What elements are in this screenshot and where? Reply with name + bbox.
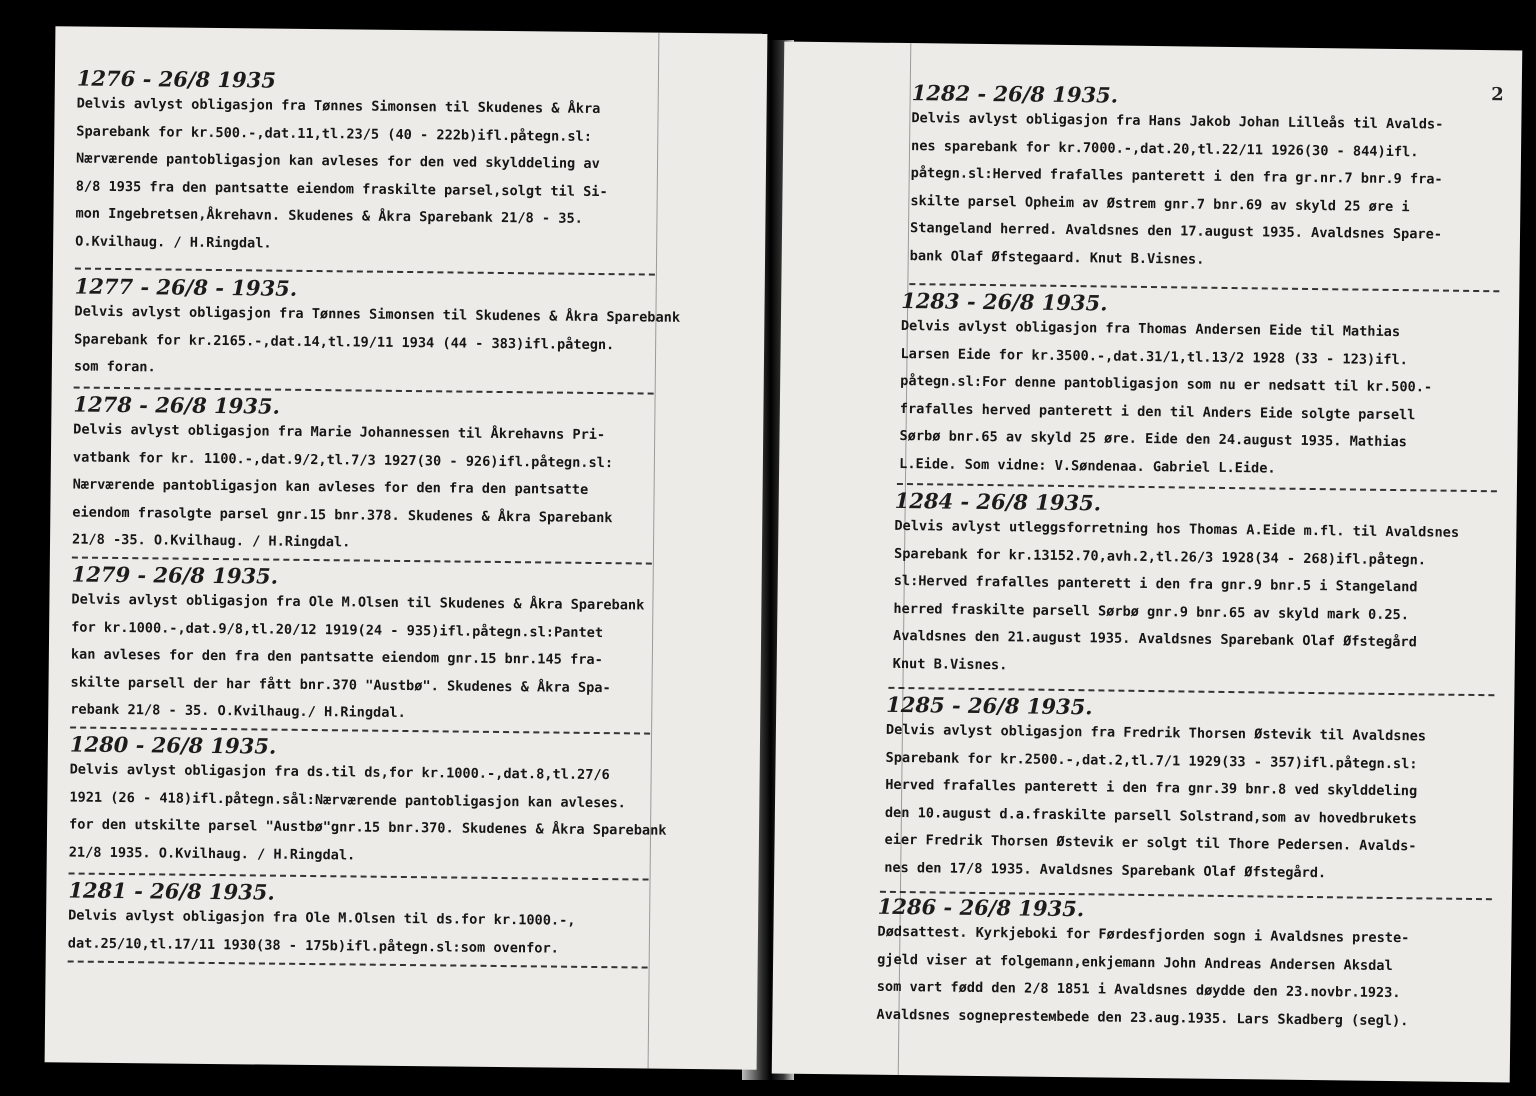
entry-1276 (75, 67, 757, 264)
entry-line: gjeld viser at folgemann,enkjemann John Andreas Andersen Aksdal (877, 951, 1393, 974)
entry-line: påtegn.sl:For denne pantobligasjon som nu er nedsatt til kr.500.- (900, 373, 1433, 396)
entry-line: nes den 17/8 1935. Avaldsnes Sparebank Olaf Øfstegård. (884, 859, 1327, 882)
entry-line: som vart fødd den 2/8 1851 i Avaldsnes døydde den 23.novbr.1923. (876, 978, 1401, 1002)
entry-line: bank Olaf Øfstegaard. Knut B.Visnes. (909, 248, 1205, 268)
entry-line: 21/8 1935. O.Kvilhaug. / H.Ringdal. (68, 844, 356, 864)
entry-line: Delvis avlyst obligasjon fra Hans Jakob Johan Lilleås til Avalds- (911, 110, 1444, 133)
entry-line: Delvis avlyst obligasjon fra Fredrik Thorsen Østevik til Avaldsnes (885, 721, 1427, 745)
entry-line: Delvis avlyst obligasjon fra Tønnes Simonsen til Skudenes & Åkra (76, 95, 601, 118)
entry-header: 1279 - 26/8 1935. (71, 561, 279, 589)
entry-line: Nærværende pantobligasjon kan avleses for den ved skylddeling av (75, 150, 600, 173)
entry-line: skilte parsell der har fått bnr.370 "Austbø". Skudenes & Åkra Spa- (70, 674, 611, 696)
entry-header: 1284 - 26/8 1935. (894, 487, 1102, 516)
entry-line: Nærværende pantobligasjon kan avleses for den fra den pantsatte (72, 476, 589, 499)
entry-line: som foran. (73, 358, 156, 376)
entry-body (876, 919, 1497, 1037)
entry-line: Delvis avlyst utleggsforretning hos Thomas A.Eide m.fl. til Avaldsnes (894, 517, 1460, 541)
entry-header: 1286 - 26/8 1935. (877, 893, 1085, 922)
entry-body (899, 313, 1505, 486)
entry-line: Sparebank for kr.500.-,dat.11,tl.23/5 (40 - 222b)ifl.påtegn.sl: (76, 123, 593, 145)
entry-body (69, 756, 750, 873)
entry-line: Delvis avlyst obligasjon fra Thomas Andersen Eide til Mathias (900, 317, 1401, 341)
entry-line: Delvis avlyst obligasjon fra ds.til ds,for kr.1000.-,dat.8,tl.27/6 (69, 761, 610, 784)
entry-header: 1282 - 26/8 1935. (911, 80, 1119, 108)
entry-line: Delvis avlyst obligasjon fra Ole M.Olsen til ds.for kr.1000.-, (68, 907, 576, 929)
entry-line: eiendom frasolgte parsel gnr.15 bnr.378. Skudenes & Åkra Sparebank (72, 504, 613, 526)
entry-line: 1921 (26 - 418)ifl.påtegn.sål:Nærværende pantobligasjon kan avleses. (69, 789, 626, 811)
page-number: 2 (1491, 84, 1504, 106)
entry-1279 (70, 563, 752, 732)
entry-line: 21/8 -35. O.Kvilhaug. / H.Ringdal. (71, 531, 351, 551)
entry-line: frafalles herved panterett i den til Anders Eide solgte parsell (899, 400, 1416, 424)
entry-body (68, 902, 749, 964)
entry-line: Delvis avlyst obligasjon fra Ole M.Olsen til Skudenes & Åkra Sparebank (71, 591, 645, 614)
entry-body (910, 105, 1508, 278)
entry-line: Sparebank for kr.13152.70,avh.2,tl.26/3 1928(34 - 268)ifl.påtegn. (893, 545, 1427, 569)
entry-1277 (74, 275, 755, 389)
entry-header: 1276 - 26/8 1935 (76, 65, 277, 93)
entry-line: vatbank for kr. 1100.-,dat.9/2,tl.7/3 1927(30 - 926)ifl.påtegn.sl: (72, 449, 614, 471)
entry-line: Knut B.Visnes. (892, 655, 1008, 674)
entry-header: 1283 - 26/8 1935. (901, 287, 1108, 316)
entry-1278 (72, 393, 754, 562)
entry-body (74, 299, 755, 389)
entry-line: nes sparebank for kr.7000.-,dat.20,tl.22/11 1926(30 - 844)ifl. (910, 137, 1419, 160)
entry-body (884, 717, 1500, 890)
entry-body (72, 417, 753, 562)
entry-line: Sørbø bnr.65 av skyld 25 øre. Eide den 24.august 1935. Mathias (899, 428, 1407, 451)
entry-line: L.Eide. Som vidne: V.Søndenaa. Gabriel L.Eide. (899, 455, 1276, 477)
entry-header: 1285 - 26/8 1935. (886, 691, 1093, 720)
entry-1280 (69, 732, 750, 873)
entry-1283 (899, 289, 1505, 486)
entry-body (70, 587, 751, 732)
entry-line: herred fraskilte parsell Sørbø gnr.9 bnr.65 av skyld mark 0.25. (893, 600, 1410, 623)
entry-line: Larsen Eide for kr.3500.-,dat.31/1,tl.13/2 1928 (33 - 123)ifl. (900, 345, 1409, 368)
entry-line: 8/8 1935 fra den pantsatte eiendom fraskilte parsel,solgt til Si- (75, 178, 608, 200)
entry-line: Stangeland herred. Avaldsnes den 17.august 1935. Avaldsnes Spare- (909, 220, 1443, 243)
entry-line: Sparebank for kr.2500.-,dat.2,tl.7/1 1929(33 - 357)ifl.påtegn.sl: (885, 749, 1418, 772)
entry-line: eier Fredrik Thorsen Østevik er solgt til Thore Pedersen. Avalds- (884, 832, 1417, 855)
entry-header: 1281 - 26/8 1935. (68, 877, 275, 905)
entry-line: O.Kvilhaug. / H.Ringdal. (75, 233, 272, 252)
entry-line: for kr.1000.-,dat.9/8,tl.20/12 1919(24 - 935)ifl.påtegn.sl:Pantet (71, 619, 604, 641)
left-page (45, 26, 768, 1069)
entry-line: Sparebank for kr.2165.-,dat.14,tl.19/11 1934 (44 - 383)ifl.påtegn. (74, 331, 615, 353)
entry-header: 1277 - 26/8 - 1935. (74, 273, 298, 301)
entry-header: 1278 - 26/8 1935. (73, 391, 280, 419)
entry-line: mon Ingebretsen,Åkrehavn. Skudenes & Åkra Sparebank 21/8 - 35. (75, 205, 583, 228)
entry-line: den 10.august d.a.fraskilte parsell Solstrand,som av hovedbrukets (884, 804, 1417, 828)
entry-line: dat.25/10,tl.17/11 1930(38 - 175b)ifl.påtegn.sl:som ovenfor. (67, 935, 559, 957)
entry-line: Avaldsnes sognepresteмbede den 23.aug.1935. Lars Skadberg (segl). (876, 1006, 1409, 1030)
entry-body (75, 91, 757, 264)
entry-line: Delvis avlyst obligasjon fra Marie Johannessen til Åkrehavns Pri- (73, 421, 606, 444)
entry-body (893, 513, 1503, 686)
entry-header: 1280 - 26/8 1935. (69, 731, 277, 759)
entry-line: påtegn.sl:Herved frafalles panterett i den fra gr.nr.7 bnr.9 fra- (910, 165, 1443, 188)
entry-1282 (910, 81, 1508, 278)
entry-line: Dødsattest. Kyrkjeboki for Førdesfjorden sogn i Avaldsnes preste- (877, 923, 1410, 947)
right-page (772, 42, 1523, 1083)
entry-1285 (884, 693, 1500, 890)
entry-line: Avaldsnes den 21.august 1935. Avaldsnes Sparebank Olaf Øfstegård (892, 628, 1417, 651)
entry-line: rebank 21/8 - 35. O.Kvilhaug./ H.Ringdal. (70, 701, 406, 722)
entry-line: for den utskilte parsel "Austbø"gnr.15 bnr.370. Skudenes & Åkra Sparebank (69, 816, 667, 839)
entry-1284 (893, 489, 1503, 686)
entry-line: Herved frafalles panterett i den fra gnr.39 bnr.8 ved skylddeling (885, 777, 1418, 800)
entry-1286 (876, 895, 1498, 1037)
entry-line: Delvis avlyst obligasjon fra Tønnes Simonsen til Skudenes & Åkra Sparebank (74, 303, 681, 326)
entry-1281 (68, 878, 749, 964)
entry-line: skilte parsel Opheim av Østrem gnr.7 bnr.69 av skyld 25 øre i (910, 192, 1410, 215)
entry-line: kan avleses for den fra den pantsatte eiendom gnr.15 bnr.145 fra- (70, 646, 603, 669)
entry-line: sl:Herved frafalles panterett i den fra gnr.9 bnr.5 i Stangeland (893, 573, 1418, 596)
